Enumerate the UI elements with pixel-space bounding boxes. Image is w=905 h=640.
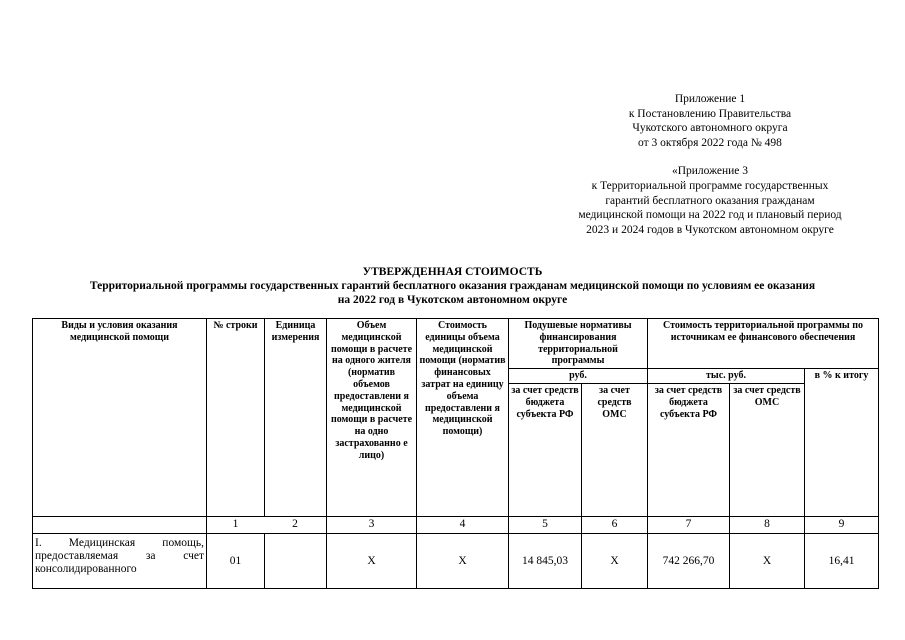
- row-cost: X: [417, 534, 509, 589]
- column-number: 9: [805, 517, 879, 534]
- column-number: 8: [730, 517, 805, 534]
- header-volume: Объем медицинской помощи в расчете на одного жителя (норматив объемов предоставлени я медицинской помощи в расчете на одно застрахованно е лицо): [327, 319, 417, 517]
- column-number: 5: [509, 517, 582, 534]
- header-oms2: за счет средств ОМС: [730, 384, 805, 517]
- row-unit: [265, 534, 327, 589]
- appendix3-line: к Территориальной программе государственных: [591, 179, 829, 192]
- table-row: [33, 534, 879, 589]
- appendix3-line: гарантий бесплатного оказания гражданам: [605, 194, 815, 207]
- header-unit: Единица измерения: [265, 319, 327, 517]
- header-oms: за счет средств ОМС: [582, 384, 648, 517]
- appendix1-line: к Постановлению Правительства: [628, 107, 792, 120]
- column-numbers-row: [33, 517, 879, 534]
- row-number: 01: [207, 534, 265, 589]
- row-cost-budget: 742 266,70: [648, 534, 730, 589]
- appendix3-line: «Приложение 3: [671, 165, 749, 178]
- header-thous-rub: тыс. руб.: [648, 369, 805, 384]
- header-percent-total: в % к итогу: [805, 369, 879, 517]
- title-line: Территориальной программы государственных гарантий бесплатного оказания гражданам медицинской помощи по условиям ее оказания: [89, 280, 816, 293]
- appendix1-line: Чукотского автономного округа: [632, 122, 788, 135]
- header-per-capita: Подушевые нормативы финансирования территориальной программы: [509, 319, 648, 369]
- appendix-spacer: [540, 150, 880, 164]
- title-line: на 2022 год в Чукотском автономном округе: [337, 294, 568, 307]
- header-budget: за счет средств бюджета субъекта РФ: [509, 384, 582, 517]
- column-number-pair: [207, 517, 327, 534]
- row-volume: X: [327, 534, 417, 589]
- appendix-block: [540, 92, 880, 237]
- title-line: УТВЕРЖДЕННАЯ СТОИМОСТЬ: [362, 266, 543, 278]
- header-row: [33, 319, 879, 369]
- column-number: 1: [232, 518, 239, 531]
- column-number: [33, 517, 207, 534]
- row-cost-oms: X: [730, 534, 805, 589]
- column-number: 4: [417, 517, 509, 534]
- header-program-cost: Стоимость территориальной программы по источникам ее финансового обеспечения: [648, 319, 879, 369]
- column-number: 2: [292, 518, 298, 531]
- header-rub: руб.: [509, 369, 648, 384]
- header-row-no: № строки: [207, 319, 265, 517]
- cost-table: [32, 318, 879, 589]
- appendix1-line: Приложение 1: [674, 93, 746, 105]
- column-number: 6: [582, 517, 648, 534]
- header-kinds: Виды и условия оказания медицинской помощи: [33, 319, 207, 517]
- row-per-capita-oms: X: [582, 534, 648, 589]
- column-number: 7: [648, 517, 730, 534]
- appendix3-line: 2023 и 2024 годов в Чукотском автономном округе: [586, 223, 834, 236]
- appendix3-line: медицинской помощи на 2022 год и плановый период: [578, 209, 842, 222]
- header-cost: Стоимость единицы объема медицинской помощи (норматив финансовых затрат на единицу объема предоставлени я медицинской помощи): [417, 319, 509, 517]
- row-per-capita-budget: 14 845,03: [509, 534, 582, 589]
- row-name: I. Медицинская помощь, предоставляемая за счет консолидированного: [33, 534, 207, 589]
- row-percent: 16,41: [805, 534, 879, 589]
- header-budget2: за счет средств бюджета субъекта РФ: [648, 384, 730, 517]
- document-title: [30, 265, 875, 308]
- column-number: 3: [327, 517, 417, 534]
- appendix1-line: от 3 октября 2022 года № 498: [638, 136, 782, 149]
